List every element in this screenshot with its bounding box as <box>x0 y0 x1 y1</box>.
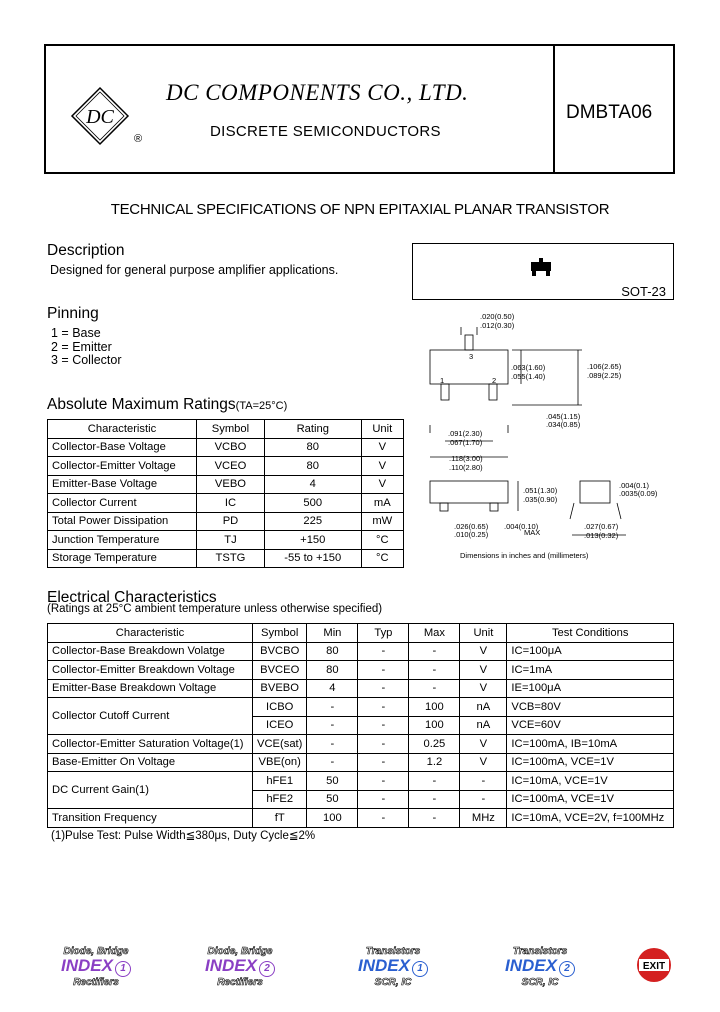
col-header: Max <box>409 624 460 643</box>
dim-label: .045(1.15) <box>546 412 581 421</box>
pin-label: 1 <box>440 376 445 385</box>
dim-label: .106(2.65) <box>587 362 622 371</box>
cell-max: - <box>409 642 460 661</box>
cell-char: Transition Frequency <box>48 809 253 828</box>
index-link-line1: Transistors <box>512 946 568 957</box>
cell-max: - <box>409 679 460 698</box>
cell-sym: hFE2 <box>253 790 307 809</box>
cell-min: 50 <box>307 772 358 791</box>
pin-list <box>51 327 122 368</box>
cell-rating: 80 <box>264 438 361 457</box>
cell-cond: IC=100mA, IB=10mA <box>507 735 674 754</box>
cell-unit: V <box>460 661 507 680</box>
pin-item: 1 = Base <box>51 326 101 340</box>
dim-label: .027(0.67) <box>584 522 619 531</box>
registered-mark: ® <box>133 133 143 145</box>
col-header: Characteristic <box>48 420 197 439</box>
cell-sym: BVEBO <box>253 679 307 698</box>
dim-label: .051(1.30) <box>523 486 558 495</box>
cell-cond: VCB=80V <box>507 698 674 717</box>
cell-sym: TJ <box>197 531 265 550</box>
table-header-row <box>48 420 404 439</box>
exit-label: EXIT <box>642 961 666 972</box>
col-header: Unit <box>460 624 507 643</box>
table-row <box>48 661 674 680</box>
table-row <box>48 809 674 828</box>
table-row <box>48 531 404 550</box>
cell-unit: mA <box>361 494 403 513</box>
cell-unit: mW <box>361 512 403 531</box>
cell-unit: V <box>460 753 507 772</box>
cell-cond: IC=100μA <box>507 642 674 661</box>
col-header: Rating <box>264 420 361 439</box>
table-row <box>48 438 404 457</box>
pinning-heading: Pinning <box>47 305 99 322</box>
table-row <box>48 735 674 754</box>
dim-label: .012(0.30) <box>480 321 515 330</box>
cell-typ: - <box>358 698 409 717</box>
description-text: Designed for general purpose amplifier applications. <box>50 263 339 277</box>
col-header: Characteristic <box>48 624 253 643</box>
cell-cond: IC=100mA, VCE=1V <box>507 790 674 809</box>
cell-typ: - <box>358 679 409 698</box>
cell-unit: °C <box>361 549 403 568</box>
description-heading: Description <box>47 242 125 259</box>
cell-unit: V <box>361 438 403 457</box>
index-link-line3: SCR, IC <box>374 977 412 988</box>
table-row <box>48 753 674 772</box>
cell-char: Junction Temperature <box>48 531 197 550</box>
elec-table <box>47 623 674 828</box>
company-name: DC COMPONENTS CO., LTD. <box>166 80 469 105</box>
cell-sym: fT <box>253 809 307 828</box>
cell-min: 100 <box>307 809 358 828</box>
cell-min: 50 <box>307 790 358 809</box>
cell-typ: - <box>358 809 409 828</box>
header-divider <box>553 46 555 172</box>
index-link-title: INDEX 2 <box>190 957 290 977</box>
table-row <box>48 772 674 791</box>
cell-typ: - <box>358 735 409 754</box>
cell-unit: V <box>460 679 507 698</box>
logo-text: DC <box>86 106 114 128</box>
col-header: Min <box>307 624 358 643</box>
cell-char: Collector-Base Voltage <box>48 438 197 457</box>
abs-max-table <box>47 419 404 568</box>
cell-char: Emitter-Base Voltage <box>48 475 197 494</box>
cell-char: Emitter-Base Breakdown Voltage <box>48 679 253 698</box>
cell-typ: - <box>358 642 409 661</box>
part-number: DMBTA06 <box>566 102 653 123</box>
index-link-1[interactable] <box>46 946 146 988</box>
cell-min: - <box>307 698 358 717</box>
dim-label: .035(0.90) <box>523 495 558 504</box>
dim-label: .020(0.50) <box>480 312 515 321</box>
col-header: Test Conditions <box>507 624 674 643</box>
index-link-title: INDEX 2 <box>490 957 590 977</box>
cell-max: - <box>409 661 460 680</box>
cell-sym: ICBO <box>253 698 307 717</box>
cell-cond: VCE=60V <box>507 716 674 735</box>
dim-label: .089(2.25) <box>587 371 622 380</box>
cell-char: Total Power Dissipation <box>48 512 197 531</box>
cell-max: 1.2 <box>409 753 460 772</box>
dim-label: MAX <box>524 528 541 537</box>
cell-min: - <box>307 716 358 735</box>
cell-rating: -55 to +150 <box>264 549 361 568</box>
cell-char: Base-Emitter On Voltage <box>48 753 253 772</box>
cell-char: Storage Temperature <box>48 549 197 568</box>
cell-typ: - <box>358 661 409 680</box>
index-number-icon: 1 <box>115 961 131 977</box>
cell-cond: IC=10mA, VCE=1V <box>507 772 674 791</box>
index-link-3[interactable] <box>343 946 443 988</box>
table-row <box>48 512 404 531</box>
table-row <box>48 679 674 698</box>
cell-unit: V <box>460 642 507 661</box>
package-image <box>526 258 556 278</box>
cell-unit: °C <box>361 531 403 550</box>
cell-max: 100 <box>409 698 460 717</box>
package-box <box>412 243 674 300</box>
abs-max-condition: (TA=25°C) <box>235 400 288 412</box>
col-header: Unit <box>361 420 403 439</box>
elec-heading: Electrical Characteristics <box>47 589 217 606</box>
cell-unit: V <box>361 457 403 476</box>
cell-unit: V <box>460 735 507 754</box>
dim-label: .034(0.85) <box>546 420 581 429</box>
cell-rating: 225 <box>264 512 361 531</box>
header-box <box>44 44 675 174</box>
index-link-line3: Rectifiers <box>73 977 119 988</box>
index-number-icon: 1 <box>412 961 428 977</box>
drawing-caption: Dimensions in inches and (millimeters) <box>460 551 589 560</box>
index-link-line1: Diode, Bridge <box>207 946 273 957</box>
cell-min: - <box>307 735 358 754</box>
col-header: Typ <box>358 624 409 643</box>
index-link-4[interactable] <box>490 946 590 988</box>
cell-char: Collector Cutoff Current <box>48 698 253 735</box>
table-row <box>48 642 674 661</box>
index-link-2[interactable] <box>190 946 290 988</box>
pin-item: 2 = Emitter <box>51 339 112 354</box>
cell-sym: BVCBO <box>253 642 307 661</box>
dim-label: .013(0.32) <box>584 531 619 540</box>
cell-rating: 4 <box>264 475 361 494</box>
index-link-line3: Rectifiers <box>217 977 263 988</box>
cell-cond: IC=1mA <box>507 661 674 680</box>
cell-sym: VCE(sat) <box>253 735 307 754</box>
dim-label: .067(1.70) <box>448 438 483 447</box>
abs-max-heading-wrap <box>47 396 287 414</box>
cell-sym: VCEO <box>197 457 265 476</box>
footnote: (1)Pulse Test: Pulse Width≦380μs, Duty Cycle≦2% <box>51 830 316 842</box>
cell-sym: BVCEO <box>253 661 307 680</box>
pin-label: 3 <box>469 352 474 361</box>
cell-cond: IE=100μA <box>507 679 674 698</box>
cell-sym: VEBO <box>197 475 265 494</box>
cell-unit: nA <box>460 698 507 717</box>
package-label: SOT-23 <box>621 284 666 299</box>
dim-label: .026(0.65) <box>454 522 489 531</box>
table-row <box>48 457 404 476</box>
cell-unit: - <box>460 772 507 791</box>
index-number-icon: 2 <box>259 961 275 977</box>
cell-typ: - <box>358 753 409 772</box>
cell-max: - <box>409 772 460 791</box>
cell-sym: TSTG <box>197 549 265 568</box>
company-logo <box>68 82 148 153</box>
pin-item: 3 = Collector <box>51 353 122 367</box>
pin-label: 2 <box>492 376 497 385</box>
cell-max: 100 <box>409 716 460 735</box>
package-dimension-drawing <box>412 305 674 567</box>
cell-max: - <box>409 809 460 828</box>
cell-typ: - <box>358 716 409 735</box>
cell-unit: V <box>361 475 403 494</box>
index-number-icon: 2 <box>559 961 575 977</box>
index-link-line3: SCR, IC <box>521 977 559 988</box>
cell-max: - <box>409 790 460 809</box>
dim-label: .010(0.25) <box>454 530 489 539</box>
table-header-row <box>48 624 674 643</box>
cell-char: Collector Current <box>48 494 197 513</box>
dim-label: .091(2.30) <box>448 429 483 438</box>
cell-min: 80 <box>307 661 358 680</box>
table-row <box>48 549 404 568</box>
cell-min: 4 <box>307 679 358 698</box>
cell-typ: - <box>358 772 409 791</box>
index-link-title: INDEX 1 <box>343 957 443 977</box>
cell-typ: - <box>358 790 409 809</box>
cell-unit: - <box>460 790 507 809</box>
cell-rating: 500 <box>264 494 361 513</box>
cell-sym: ICEO <box>253 716 307 735</box>
dim-label: .110(2.80) <box>449 463 483 472</box>
col-header: Symbol <box>197 420 265 439</box>
abs-max-heading: Absolute Maximum Ratings <box>47 396 236 413</box>
cell-rating: +150 <box>264 531 361 550</box>
cell-char: DC Current Gain(1) <box>48 772 253 809</box>
cell-max: 0.25 <box>409 735 460 754</box>
index-link-line1: Diode, Bridge <box>63 946 129 957</box>
cell-cond: IC=100mA, VCE=1V <box>507 753 674 772</box>
document-title: TECHNICAL SPECIFICATIONS OF NPN EPITAXIAL PLANAR TRANSISTOR <box>110 201 610 218</box>
dim-label: .004(0.1) <box>619 481 650 490</box>
cell-rating: 80 <box>264 457 361 476</box>
cell-min: 80 <box>307 642 358 661</box>
cell-sym: IC <box>197 494 265 513</box>
dim-label: .055(1.40) <box>511 372 546 381</box>
dim-label: .063(1.60) <box>511 363 546 372</box>
dim-label: .004(0.10) <box>504 522 539 531</box>
cell-sym: VBE(on) <box>253 753 307 772</box>
cell-unit: MHz <box>460 809 507 828</box>
cell-sym: hFE1 <box>253 772 307 791</box>
index-link-title: INDEX 1 <box>46 957 146 977</box>
cell-char: Collector-Emitter Breakdown Voltage <box>48 661 253 680</box>
table-row <box>48 698 674 717</box>
cell-sym: PD <box>197 512 265 531</box>
table-row <box>48 494 404 513</box>
cell-char: Collector-Emitter Voltage <box>48 457 197 476</box>
company-subtitle: DISCRETE SEMICONDUCTORS <box>210 123 441 140</box>
cell-char: Collector-Base Breakdown Volatge <box>48 642 253 661</box>
dim-label: .118(3.00) <box>449 454 483 463</box>
cell-min: - <box>307 753 358 772</box>
dim-label: .0035(0.09) <box>619 489 658 498</box>
col-header: Symbol <box>253 624 307 643</box>
cell-sym: VCBO <box>197 438 265 457</box>
cell-cond: IC=10mA, VCE=2V, f=100MHz <box>507 809 674 828</box>
cell-char: Collector-Emitter Saturation Voltage(1) <box>48 735 253 754</box>
cell-unit: nA <box>460 716 507 735</box>
index-link-line1: Transistors <box>365 946 421 957</box>
exit-button[interactable] <box>634 945 674 990</box>
table-row <box>48 475 404 494</box>
elec-condition: (Ratings at 25°C ambient temperature unless otherwise specified) <box>47 603 383 615</box>
